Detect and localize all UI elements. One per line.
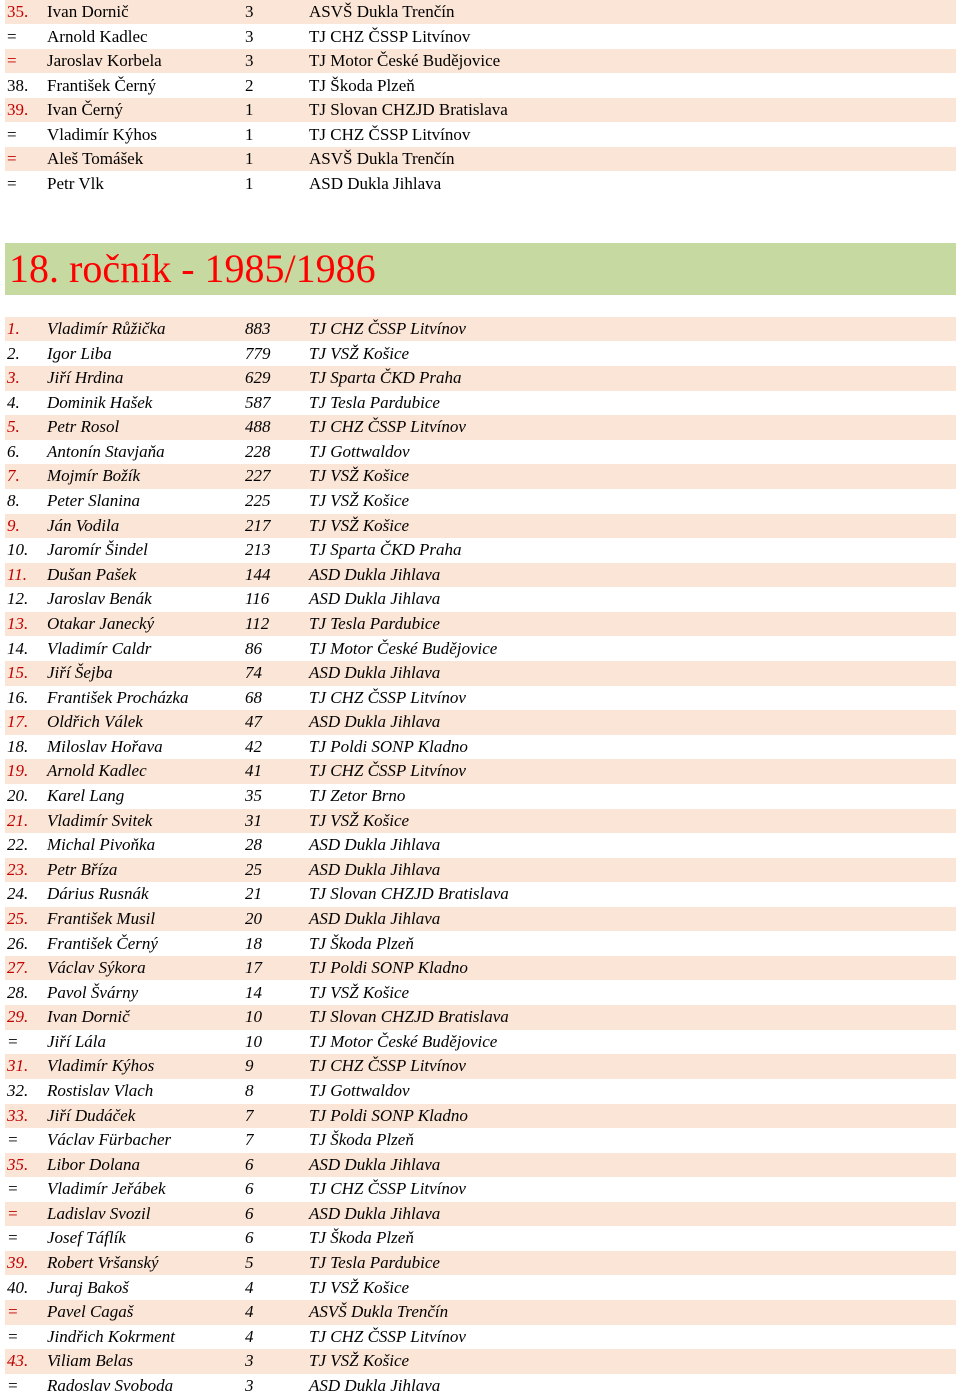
- name-cell: František Musil: [47, 908, 156, 928]
- club-cell: ASVŠ Dukla Trenčín: [309, 1302, 449, 1322]
- name-cell: Dárius Rusnák: [47, 884, 149, 904]
- points-cell: 1: [245, 173, 254, 193]
- points-cell: 68: [245, 687, 262, 707]
- result-row: [5, 1325, 956, 1349]
- result-row: [5, 833, 956, 857]
- club-cell: TJ Zetor Brno: [309, 786, 406, 806]
- rank-cell: 9.: [7, 515, 20, 535]
- result-row: [5, 1226, 956, 1250]
- result-row: [5, 563, 956, 587]
- result-row: [5, 464, 956, 488]
- club-cell: ASD Dukla Jihlava: [309, 663, 441, 683]
- name-cell: Libor Dolana: [47, 1154, 141, 1174]
- rank-cell: =: [7, 1130, 19, 1150]
- club-cell: ASD Dukla Jihlava: [309, 1154, 441, 1174]
- result-row: [5, 1030, 956, 1054]
- club-cell: TJ CHZ ČSSP Litvínov: [309, 687, 466, 707]
- result-row: [5, 98, 956, 122]
- result-row: [5, 440, 956, 464]
- rank-cell: 5.: [7, 417, 20, 437]
- rank-cell: =: [7, 1228, 19, 1248]
- name-cell: Ivan Černý: [47, 100, 124, 119]
- club-cell: TJ Sparta ČKD Praha: [309, 368, 462, 388]
- result-row: [5, 1079, 956, 1103]
- result-row: [5, 74, 956, 98]
- name-cell: Jiří Hrdina: [47, 368, 124, 388]
- rank-cell: 31.: [7, 1056, 29, 1076]
- rank-cell: 27.: [7, 958, 29, 978]
- points-cell: 7: [245, 1130, 254, 1150]
- result-row: [5, 1005, 956, 1029]
- points-cell: 42: [245, 736, 262, 756]
- club-cell: TJ CHZ ČSSP Litvínov: [309, 417, 466, 437]
- club-cell: ASVŠ Dukla Trenčín: [309, 149, 455, 168]
- result-row: [5, 710, 956, 734]
- points-cell: 47: [245, 712, 262, 732]
- club-cell: TJ VSŽ Košice: [309, 982, 410, 1002]
- club-cell: TJ CHZ ČSSP Litvínov: [309, 124, 471, 144]
- points-cell: 25: [245, 859, 262, 879]
- rank-cell: 10.: [7, 540, 29, 560]
- points-cell: 35: [245, 786, 262, 806]
- points-cell: 3: [245, 1351, 254, 1371]
- points-cell: 41: [245, 761, 262, 781]
- club-cell: TJ VSŽ Košice: [309, 491, 410, 511]
- club-cell: TJ Škoda Plzeň: [309, 1228, 414, 1248]
- result-row: [5, 342, 956, 366]
- club-cell: TJ CHZ ČSSP Litvínov: [309, 26, 471, 46]
- rank-cell: =: [7, 149, 17, 168]
- result-row: [5, 1251, 956, 1275]
- name-cell: Antonín Stavjaňa: [47, 441, 165, 461]
- club-cell: TJ Motor České Budějovice: [309, 51, 501, 70]
- points-cell: 228: [245, 441, 271, 461]
- points-cell: 86: [245, 638, 262, 658]
- club-cell: ASD Dukla Jihlava: [309, 712, 441, 732]
- points-cell: 7: [245, 1105, 254, 1125]
- points-cell: 144: [245, 564, 271, 584]
- rank-cell: 8.: [7, 491, 20, 511]
- name-cell: Vladimír Kýhos: [47, 1056, 155, 1076]
- rank-cell: 23.: [7, 859, 29, 879]
- result-row: [5, 1104, 956, 1128]
- points-cell: 213: [245, 540, 271, 560]
- result-row: [5, 1128, 956, 1152]
- name-cell: Jaroslav Korbela: [47, 51, 162, 70]
- result-row: [5, 1349, 956, 1373]
- name-cell: Dušan Pašek: [47, 564, 137, 584]
- points-cell: 225: [245, 491, 271, 511]
- club-cell: ASD Dukla Jihlava: [309, 908, 441, 928]
- rank-cell: 28.: [7, 982, 29, 1002]
- rank-cell: 6.: [7, 441, 20, 461]
- result-row: [5, 1177, 956, 1201]
- club-cell: TJ Škoda Plzeň: [309, 933, 414, 953]
- rank-cell: 7.: [7, 466, 20, 486]
- result-row: [5, 514, 956, 538]
- result-row: [5, 587, 956, 611]
- club-cell: TJ VSŽ Košice: [309, 343, 410, 363]
- name-cell: Karel Lang: [47, 786, 125, 806]
- result-row: [5, 981, 956, 1005]
- result-row: [5, 538, 956, 562]
- club-cell: TJ Tesla Pardubice: [309, 392, 440, 412]
- points-cell: 74: [245, 663, 262, 683]
- result-row: [5, 1202, 956, 1226]
- club-cell: ASD Dukla Jihlava: [309, 1203, 441, 1223]
- result-row: [5, 1300, 956, 1324]
- name-cell: Rostislav Vlach: [47, 1080, 154, 1100]
- name-cell: Ivan Dornič: [47, 2, 129, 21]
- result-row: [5, 1054, 956, 1078]
- points-cell: 629: [245, 368, 271, 388]
- name-cell: Arnold Kadlec: [47, 26, 148, 46]
- result-row: [5, 391, 956, 415]
- club-cell: TJ Gottwaldov: [309, 441, 410, 461]
- rank-cell: 40.: [7, 1277, 29, 1297]
- rank-cell: 1.: [7, 319, 20, 338]
- result-row: [5, 759, 956, 783]
- points-cell: 21: [245, 884, 262, 904]
- points-cell: 3: [245, 1375, 254, 1395]
- name-cell: Pavol Švárny: [47, 982, 139, 1002]
- rank-cell: 32.: [7, 1080, 29, 1100]
- points-cell: 18: [245, 933, 262, 953]
- points-cell: 14: [245, 982, 262, 1002]
- result-row: [5, 612, 956, 636]
- rank-cell: 20.: [7, 786, 29, 806]
- rank-cell: 25.: [7, 908, 29, 928]
- points-cell: 10: [245, 1007, 262, 1027]
- rank-cell: 26.: [7, 933, 29, 953]
- result-row: [5, 1153, 956, 1177]
- club-cell: TJ Gottwaldov: [309, 1080, 410, 1100]
- points-cell: 6: [245, 1154, 254, 1174]
- name-cell: Juraj Bakoš: [47, 1277, 129, 1297]
- club-cell: TJ Motor České Budějovice: [309, 638, 498, 658]
- club-cell: TJ Škoda Plzeň: [309, 1130, 414, 1150]
- name-cell: Robert Vršanský: [47, 1253, 159, 1273]
- points-cell: 6: [245, 1179, 254, 1199]
- result-row: [5, 932, 956, 956]
- rank-cell: 17.: [7, 712, 29, 732]
- club-cell: TJ VSŽ Košice: [309, 1277, 410, 1297]
- club-cell: TJ CHZ ČSSP Litvínov: [309, 1326, 466, 1346]
- club-cell: TJ Poldi SONP Kladno: [309, 736, 468, 756]
- rank-cell: =: [7, 173, 17, 193]
- club-cell: TJ VSŽ Košice: [309, 1351, 410, 1371]
- name-cell: František Procházka: [47, 687, 189, 707]
- rank-cell: 33.: [7, 1105, 29, 1125]
- result-row: [5, 366, 956, 390]
- name-cell: František Černý: [47, 933, 158, 953]
- rank-cell: =: [7, 1203, 19, 1223]
- name-cell: Václav Fürbacher: [47, 1130, 172, 1150]
- club-cell: TJ Slovan CHZJD Bratislava: [309, 100, 508, 119]
- club-cell: TJ VSŽ Košice: [309, 466, 410, 486]
- result-row: [5, 123, 956, 147]
- result-row: [5, 489, 956, 513]
- club-cell: TJ Poldi SONP Kladno: [309, 1105, 468, 1125]
- club-cell: TJ Slovan CHZJD Bratislava: [309, 1007, 509, 1027]
- name-cell: Peter Slanina: [47, 491, 141, 511]
- club-cell: TJ CHZ ČSSP Litvínov: [309, 761, 466, 781]
- name-cell: Jiří Lála: [47, 1031, 107, 1051]
- name-cell: Ladislav Svozil: [47, 1203, 151, 1223]
- rank-cell: 14.: [7, 638, 29, 658]
- result-row: [5, 809, 956, 833]
- result-row: [5, 735, 956, 759]
- club-cell: ASD Dukla Jihlava: [309, 589, 441, 609]
- rank-cell: 24.: [7, 884, 29, 904]
- result-row: [5, 784, 956, 808]
- result-row: [5, 147, 956, 171]
- name-cell: Jaromír Šindel: [47, 540, 148, 560]
- rank-cell: =: [7, 51, 17, 70]
- rank-cell: 39.: [7, 100, 29, 119]
- result-row: [5, 858, 956, 882]
- rank-cell: 29.: [7, 1007, 29, 1027]
- name-cell: Václav Sýkora: [47, 958, 146, 978]
- club-cell: TJ Poldi SONP Kladno: [309, 958, 468, 978]
- name-cell: Petr Rosol: [47, 417, 120, 437]
- name-cell: Dominik Hašek: [47, 392, 153, 412]
- club-cell: TJ CHZ ČSSP Litvínov: [309, 1056, 466, 1076]
- name-cell: Viliam Belas: [47, 1351, 134, 1371]
- points-cell: 31: [245, 810, 262, 830]
- result-row: [5, 415, 956, 439]
- rank-cell: 19.: [7, 761, 29, 781]
- result-row: [5, 956, 956, 980]
- club-cell: TJ Motor České Budějovice: [309, 1031, 498, 1051]
- club-cell: TJ VSŽ Košice: [309, 810, 410, 830]
- name-cell: Oldřich Válek: [47, 712, 143, 732]
- name-cell: Aleš Tomášek: [47, 149, 144, 168]
- rank-cell: 39.: [7, 1253, 29, 1273]
- name-cell: Otakar Janecký: [47, 613, 155, 633]
- rank-cell: =: [7, 1326, 19, 1346]
- rank-cell: 12.: [7, 589, 29, 609]
- club-cell: TJ Slovan CHZJD Bratislava: [309, 884, 509, 904]
- name-cell: Vladimír Kýhos: [47, 124, 158, 144]
- name-cell: Radoslav Svoboda: [47, 1375, 174, 1395]
- rank-cell: 21.: [7, 810, 29, 830]
- name-cell: Pavel Cagaš: [47, 1302, 134, 1322]
- points-cell: 3: [245, 2, 254, 21]
- points-cell: 1: [245, 149, 254, 168]
- club-cell: ASD Dukla Jihlava: [309, 1375, 441, 1395]
- result-row: [5, 317, 956, 341]
- points-cell: 6: [245, 1203, 254, 1223]
- season-header: [5, 243, 956, 295]
- result-row: [5, 882, 956, 906]
- rank-cell: 35.: [7, 2, 29, 21]
- points-cell: 10: [245, 1031, 262, 1051]
- name-cell: Vladimír Jeřábek: [47, 1179, 166, 1199]
- result-row: [5, 0, 956, 24]
- points-cell: 9: [245, 1056, 254, 1076]
- club-cell: TJ Škoda Plzeň: [309, 75, 415, 95]
- rank-cell: 11.: [7, 564, 27, 584]
- club-cell: ASD Dukla Jihlava: [309, 835, 441, 855]
- result-row: [5, 172, 956, 196]
- name-cell: František Černý: [47, 75, 157, 95]
- rank-cell: 38.: [7, 75, 29, 95]
- name-cell: Ivan Dornič: [47, 1007, 130, 1027]
- club-cell: ASD Dukla Jihlava: [309, 859, 441, 879]
- name-cell: Jiří Dudáček: [47, 1105, 136, 1125]
- name-cell: Vladimír Svitek: [47, 810, 153, 830]
- rank-cell: =: [7, 1302, 19, 1322]
- points-cell: 4: [245, 1277, 254, 1297]
- rank-cell: 43.: [7, 1351, 29, 1371]
- name-cell: Petr Vlk: [47, 173, 104, 193]
- name-cell: Ján Vodila: [47, 515, 120, 535]
- points-cell: 3: [245, 51, 254, 70]
- points-cell: 3: [245, 26, 254, 46]
- points-cell: 5: [245, 1253, 254, 1273]
- points-cell: 17: [245, 958, 262, 978]
- rank-cell: 18.: [7, 736, 29, 756]
- result-row: [5, 49, 956, 73]
- rank-cell: =: [7, 124, 17, 144]
- points-cell: 4: [245, 1302, 254, 1322]
- rank-cell: 22.: [7, 835, 29, 855]
- result-row: [5, 661, 956, 685]
- points-cell: 488: [245, 417, 271, 437]
- name-cell: Jaroslav Benák: [47, 589, 152, 609]
- points-cell: 2: [245, 75, 254, 95]
- club-cell: ASVŠ Dukla Trenčín: [309, 2, 455, 21]
- rank-cell: 2.: [7, 343, 20, 363]
- rank-cell: =: [7, 26, 17, 46]
- points-cell: 883: [245, 319, 271, 338]
- name-cell: Arnold Kadlec: [47, 761, 147, 781]
- name-cell: Vladimír Caldr: [47, 638, 152, 658]
- name-cell: Vladimír Růžička: [47, 319, 166, 338]
- points-cell: 1: [245, 100, 254, 119]
- season-title: 18. ročník - 1985/1986: [9, 246, 376, 291]
- points-cell: 1: [245, 124, 254, 144]
- rank-cell: =: [7, 1375, 19, 1395]
- club-cell: TJ Tesla Pardubice: [309, 613, 440, 633]
- name-cell: Josef Táflík: [47, 1228, 126, 1248]
- points-cell: 112: [245, 613, 270, 633]
- rank-cell: 16.: [7, 687, 29, 707]
- rank-cell: 15.: [7, 663, 29, 683]
- points-cell: 6: [245, 1228, 254, 1248]
- club-cell: TJ CHZ ČSSP Litvínov: [309, 1179, 466, 1199]
- points-cell: 227: [245, 466, 271, 486]
- rank-cell: =: [7, 1031, 19, 1051]
- name-cell: Michal Pivoňka: [47, 835, 156, 855]
- points-cell: 4: [245, 1326, 254, 1346]
- rank-cell: 4.: [7, 392, 20, 412]
- name-cell: Jiří Šejba: [47, 663, 113, 683]
- points-cell: 28: [245, 835, 262, 855]
- points-cell: 587: [245, 392, 271, 412]
- result-row: [5, 686, 956, 710]
- result-row: [5, 637, 956, 661]
- club-cell: TJ Tesla Pardubice: [309, 1253, 440, 1273]
- club-cell: TJ VSŽ Košice: [309, 515, 410, 535]
- result-row: [5, 25, 956, 49]
- points-cell: 116: [245, 589, 270, 609]
- name-cell: Jindřich Kokrment: [47, 1326, 175, 1346]
- club-cell: ASD Dukla Jihlava: [309, 564, 441, 584]
- rank-cell: 13.: [7, 613, 29, 633]
- points-cell: 20: [245, 908, 262, 928]
- points-cell: 779: [245, 343, 271, 363]
- club-cell: ASD Dukla Jihlava: [309, 173, 442, 193]
- name-cell: Petr Bříza: [47, 859, 118, 879]
- result-row: [5, 1374, 956, 1398]
- rank-cell: =: [7, 1179, 19, 1199]
- result-row: [5, 907, 956, 931]
- rank-cell: 3.: [7, 368, 20, 388]
- result-row: [5, 1276, 956, 1300]
- points-cell: 217: [245, 515, 271, 535]
- club-cell: TJ CHZ ČSSP Litvínov: [309, 319, 466, 338]
- points-cell: 8: [245, 1080, 254, 1100]
- rank-cell: 35.: [7, 1154, 29, 1174]
- name-cell: Igor Liba: [47, 343, 112, 363]
- club-cell: TJ Sparta ČKD Praha: [309, 540, 462, 560]
- name-cell: Mojmír Božík: [47, 466, 141, 486]
- name-cell: Miloslav Hořava: [47, 736, 163, 756]
